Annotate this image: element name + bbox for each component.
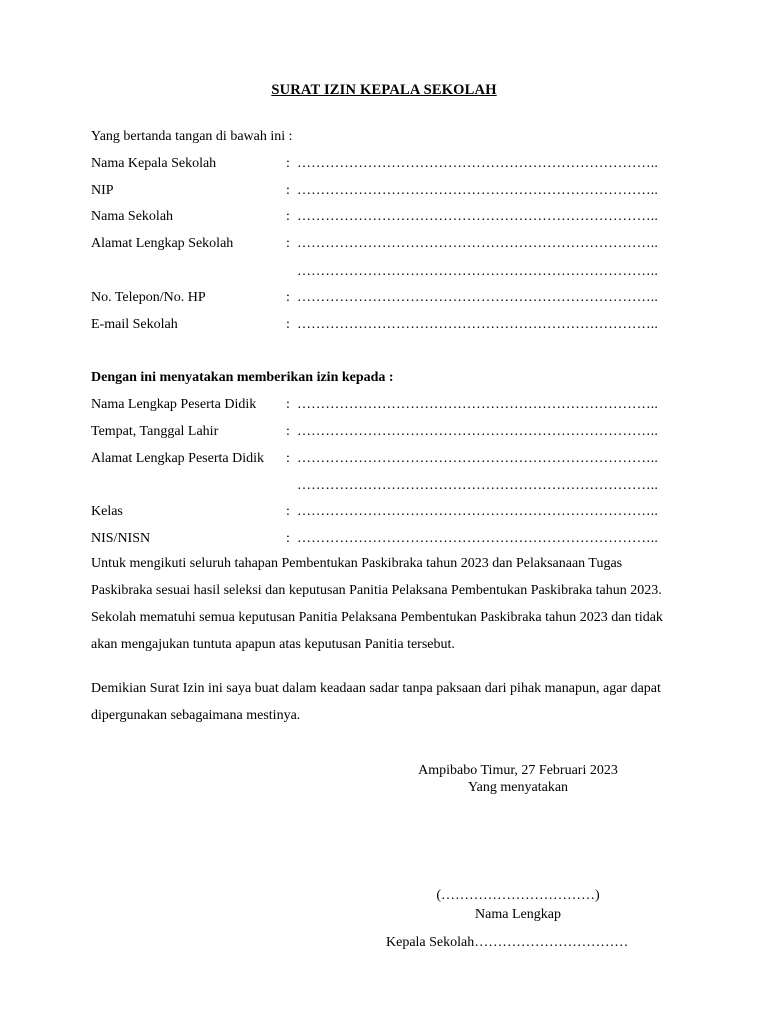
field-label: Nama Lengkap Peserta Didik bbox=[91, 397, 257, 412]
field-colon: : bbox=[286, 209, 290, 224]
field-label: NIS/NISN bbox=[91, 531, 151, 546]
letter-title: SURAT IZIN KEPALA SEKOLAH bbox=[271, 82, 497, 98]
field-label: Alamat Lengkap Peserta Didik bbox=[91, 451, 265, 466]
field-label: E-mail Sekolah bbox=[91, 317, 178, 332]
field-blank: ………………………………………………………………….. bbox=[297, 183, 659, 198]
signature-name-blank: (……………………………) bbox=[436, 888, 600, 903]
field-colon: : bbox=[286, 504, 290, 519]
stated-by: Yang menyatakan bbox=[467, 780, 569, 795]
field-label: Alamat Lengkap Sekolah bbox=[91, 236, 234, 251]
field-blank-continuation: ………………………………………………………………….. bbox=[297, 264, 659, 279]
field-blank: ………………………………………………………………….. bbox=[297, 236, 659, 251]
field-blank: ………………………………………………………………….. bbox=[297, 424, 659, 439]
field-row-headmaster-name bbox=[91, 155, 691, 173]
field-row-student-address bbox=[91, 450, 691, 468]
field-row-class bbox=[91, 503, 691, 521]
field-label: NIP bbox=[91, 183, 114, 198]
field-blank: ………………………………………………………………….. bbox=[297, 209, 659, 224]
field-blank: ………………………………………………………………….. bbox=[297, 531, 659, 546]
field-colon: : bbox=[286, 317, 290, 332]
field-blank-continuation: ………………………………………………………………….. bbox=[297, 478, 659, 493]
field-colon: : bbox=[286, 156, 290, 171]
field-blank: ………………………………………………………………….. bbox=[297, 317, 659, 332]
field-row-nis bbox=[91, 530, 691, 548]
field-colon: : bbox=[286, 451, 290, 466]
field-row-email bbox=[91, 316, 691, 334]
field-blank: ………………………………………………………………….. bbox=[297, 451, 659, 466]
signature-name-label: Nama Lengkap bbox=[475, 907, 561, 922]
field-colon: : bbox=[286, 236, 290, 251]
field-colon: : bbox=[286, 290, 290, 305]
field-label: No. Telepon/No. HP bbox=[91, 290, 206, 305]
field-colon: : bbox=[286, 397, 290, 412]
permission-heading: Dengan ini menyatakan memberikan izin kepada : bbox=[91, 370, 394, 385]
field-label: Nama Kepala Sekolah bbox=[91, 156, 217, 171]
field-colon: : bbox=[286, 531, 290, 546]
field-colon: : bbox=[286, 424, 290, 439]
closing-paragraph: Demikian Surat Izin ini saya buat dalam keadaan sadar tanpa paksaan dari pihak manapun, agar dapat dipergunakan sebagaimana mestinya. bbox=[91, 681, 661, 723]
body-paragraph: Untuk mengikuti seluruh tahapan Pembentukan Paskibraka tahun 2023 dan Pelaksanaan Tugas Paskibraka sesuai hasil seleksi dan keputusan Panitia Pelaksana Pembentukan Paskibraka tahun 2023. Sekolah mematuhi semua keputusan Panitia Pelaksana Pembentukan Paskibraka tahun 2023 dan tidak akan mengajukan tuntuta apapun atas keputusan Panitia tersebut. bbox=[91, 556, 663, 652]
signature-position: Kepala Sekolah…………………………… bbox=[386, 935, 629, 950]
intro-text: Yang bertanda tangan di bawah ini : bbox=[91, 129, 293, 144]
field-row-school-address bbox=[91, 235, 691, 253]
field-label: Nama Sekolah bbox=[91, 209, 174, 224]
field-row-student-name bbox=[91, 396, 691, 414]
field-label: Tempat, Tanggal Lahir bbox=[91, 424, 219, 439]
field-blank: ………………………………………………………………….. bbox=[297, 397, 659, 412]
field-row-phone bbox=[91, 289, 691, 307]
field-row-nip bbox=[91, 182, 691, 200]
field-blank: ………………………………………………………………….. bbox=[297, 156, 659, 171]
field-row-birth bbox=[91, 423, 691, 441]
field-blank: ………………………………………………………………….. bbox=[297, 504, 659, 519]
place-date: Ampibabo Timur, 27 Februari 2023 bbox=[418, 763, 618, 778]
field-colon: : bbox=[286, 183, 290, 198]
field-row-school-name bbox=[91, 208, 691, 226]
field-blank: ………………………………………………………………….. bbox=[297, 290, 659, 305]
field-label: Kelas bbox=[91, 504, 123, 519]
